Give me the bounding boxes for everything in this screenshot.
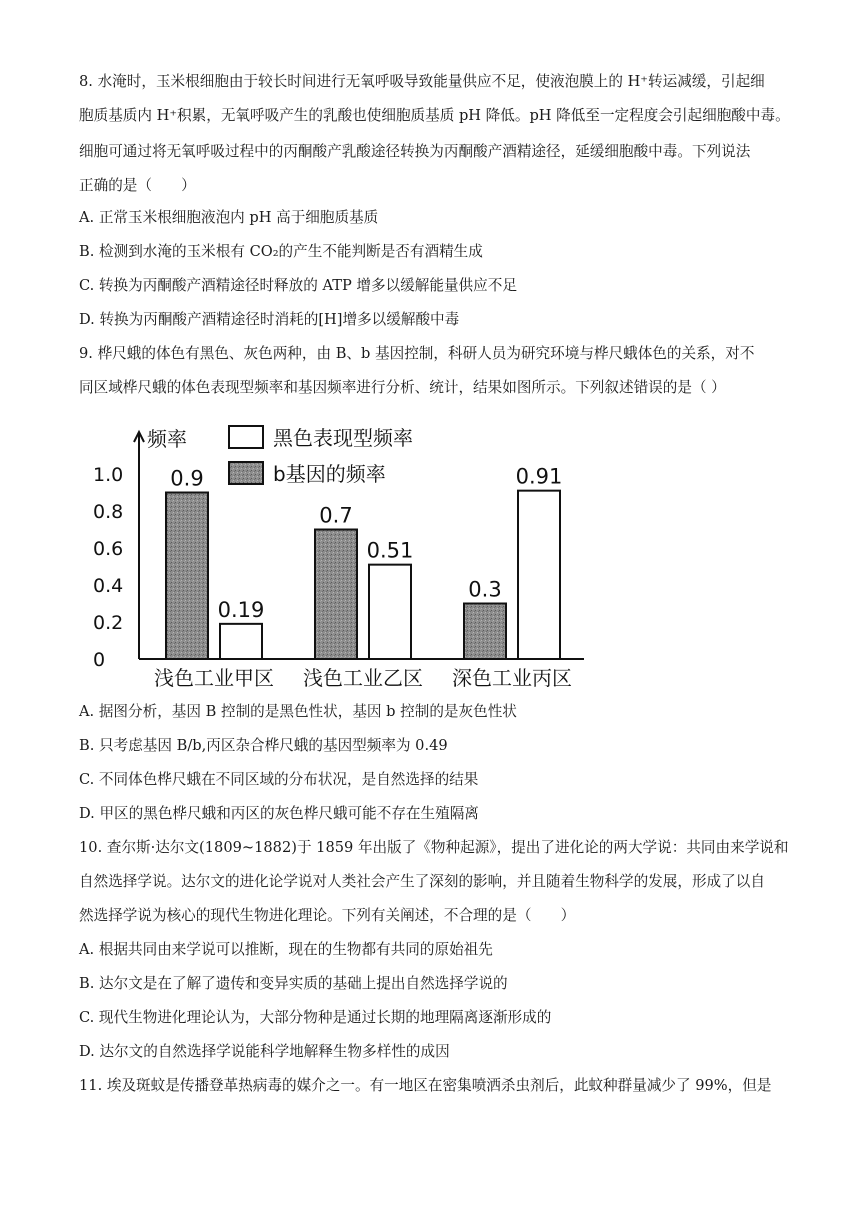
q8-option-c: C. 转换为丙酮酸产酒精途径时释放的 ATP 增多以缓解能量供应不足 bbox=[79, 277, 517, 294]
q10-option-c: C. 现代生物进化理论认为，大部分物种是通过长期的地理隔离逐渐形成的 bbox=[79, 1009, 552, 1026]
q10-stem-line-1: 10. 查尔斯·达尔文(1809~1882)于 1859 年出版了《物种起源》，提出了进化论的两大学说：共同由来学说和 bbox=[79, 839, 789, 856]
q8-stem-line-3: 细胞可通过将无氧呼吸过程中的丙酮酸产乳酸途径转换为丙酮酸产酒精途径，延缓细胞酸中毒。下列说法 bbox=[79, 143, 751, 160]
q9-stem-line-1: 9. 桦尺蛾的体色有黑色、灰色两种，由 B、b 基因控制，科研人员为研究环境与桦尺蛾体色的关系，对不 bbox=[79, 345, 755, 362]
q9-option-c: C. 不同体色桦尺蛾在不同区域的分布状况，是自然选择的结果 bbox=[79, 771, 479, 788]
q8-option-b: B. 检测到水淹的玉米根有 CO₂的产生不能判断是否有酒精生成 bbox=[79, 243, 483, 260]
q9-option-a: A. 据图分析，基因 B 控制的是黑色性状，基因 b 控制的是灰色性状 bbox=[79, 703, 517, 720]
y-axis-label: 频率 bbox=[147, 427, 187, 451]
q10-option-d: D. 达尔文的自然选择学说能科学地解释生物多样性的成因 bbox=[79, 1043, 450, 1060]
bar bbox=[166, 493, 208, 660]
y-tick-label: 1.0 bbox=[93, 464, 124, 486]
y-tick-label: 0.2 bbox=[93, 612, 124, 634]
bar bbox=[464, 604, 506, 660]
data-label: 0.19 bbox=[217, 597, 265, 622]
bar bbox=[220, 624, 262, 659]
data-label: 0.7 bbox=[319, 503, 353, 528]
bar bbox=[518, 491, 560, 659]
q9-option-b: B. 只考虑基因 B/b,丙区杂合桦尺蛾的基因型频率为 0.49 bbox=[79, 737, 448, 754]
chart-legend bbox=[229, 426, 413, 486]
data-label: 0.9 bbox=[170, 466, 204, 491]
q11-stem-line-1: 11. 埃及斑蚊是传播登革热病毒的媒介之一。有一地区在密集喷洒杀虫剂后，此蚊种群量减少了 99%，但是 bbox=[79, 1077, 772, 1094]
legend-label: b基因的频率 bbox=[273, 462, 386, 486]
bar bbox=[315, 530, 357, 660]
x-tick-label: 浅色工业甲区 bbox=[154, 666, 274, 690]
q9-option-d: D. 甲区的黑色桦尺蛾和丙区的灰色桦尺蛾可能不存在生殖隔离 bbox=[79, 805, 479, 822]
q9-stem-line-2: 同区域桦尺蛾的体色表现型频率和基因频率进行分析、统计，结果如图所示。下列叙述错误的是（ ） bbox=[79, 379, 726, 396]
y-tick-label: 0.8 bbox=[93, 501, 124, 523]
q8-stem-line-4: 正确的是（ ） bbox=[79, 177, 196, 194]
q8-stem-line-1: 8. 水淹时，玉米根细胞由于较长时间进行无氧呼吸导致能量供应不足，使液泡膜上的 H⁺转运减缓，引起细 bbox=[79, 73, 765, 90]
q8-stem-line-2: 胞质基质内 H⁺积累，无氧呼吸产生的乳酸也使细胞质基质 pH 降低。pH 降低至一定程度会引起细胞酸中毒。 bbox=[79, 107, 790, 124]
q10-option-a: A. 根据共同由来学说可以推断，现在的生物都有共同的原始祖先 bbox=[79, 941, 493, 958]
bar bbox=[369, 565, 411, 659]
bar-chart-svg bbox=[79, 418, 599, 693]
data-label: 0.91 bbox=[515, 464, 563, 489]
legend-swatch bbox=[229, 462, 263, 484]
x-tick-label: 深色工业丙区 bbox=[452, 666, 572, 690]
y-tick-label: 0.6 bbox=[93, 538, 124, 560]
legend-swatch bbox=[229, 426, 263, 448]
x-tick-label: 浅色工业乙区 bbox=[303, 666, 423, 690]
legend-label: 黑色表现型频率 bbox=[273, 426, 413, 450]
bar-chart bbox=[79, 418, 599, 693]
data-label: 0.3 bbox=[468, 577, 502, 602]
q8-option-d: D. 转换为丙酮酸产酒精途径时消耗的[H]增多以缓解酸中毒 bbox=[79, 311, 460, 328]
y-tick-label: 0 bbox=[93, 649, 106, 671]
q8-option-a: A. 正常玉米根细胞液泡内 pH 高于细胞质基质 bbox=[79, 209, 379, 226]
y-tick-label: 0.4 bbox=[93, 575, 124, 597]
chart-bars bbox=[154, 465, 572, 690]
q10-stem-line-3: 然选择学说为核心的现代生物进化理论。下列有关阐述，不合理的是（ ） bbox=[79, 907, 576, 924]
q10-option-b: B. 达尔文是在了解了遗传和变异实质的基础上提出自然选择学说的 bbox=[79, 975, 508, 992]
data-label: 0.51 bbox=[366, 538, 414, 563]
q10-stem-line-2: 自然选择学说。达尔文的进化论学说对人类社会产生了深刻的影响，并且随着生物科学的发展，形成了以自 bbox=[79, 873, 765, 890]
